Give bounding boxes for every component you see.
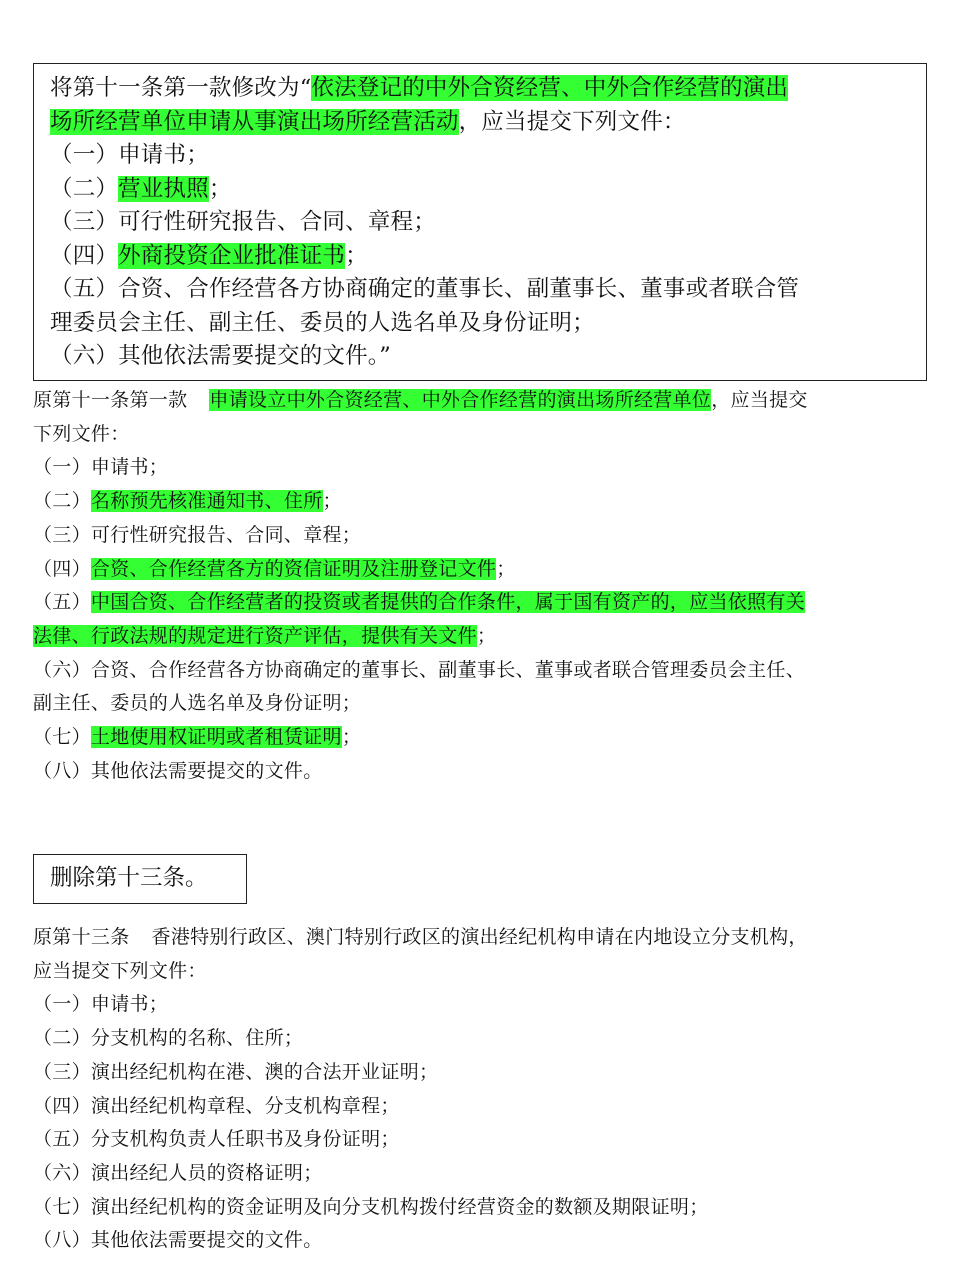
original-article-11 (33, 384, 933, 788)
orig11-item2-highlight: 名称预先核准通知书、住所 (90, 490, 323, 513)
orig11-item3: （三）可行性研究报告、合同、章程； (33, 523, 362, 546)
amend1-item4-suffix: ； (345, 242, 368, 269)
amend1-line2-highlight: 场所经营单位申请从事演出场所经营活动 (50, 108, 459, 135)
orig13-line1-body: 香港特别行政区、澳门特别行政区的演出经纪机构申请在内地设立分支机构， (151, 926, 808, 948)
amend1-item1: （一）申请书； (50, 142, 209, 168)
orig11-item4-highlight: 合资、合作经营各方的资信证明及注册登记文件 (90, 557, 497, 580)
amend1-line2-text: ，应当提交下列文件： (458, 108, 686, 135)
orig13-line2: 应当提交下列文件： (33, 959, 207, 982)
orig13-item8: （八）其他依法需要提交的文件。 (33, 1229, 323, 1252)
orig11-item5a (33, 586, 933, 620)
orig11-line1 (33, 384, 933, 418)
orig11-line1-head: 原第十一条第一款 (33, 389, 188, 411)
amend1-line1-highlight: 依法登记的中外合资经营、中外合作经营的演出 (311, 75, 789, 101)
amend1-item4-highlight: 外商投资企业批准证书 (118, 242, 346, 269)
amend1-item2-prefix: （二） (50, 175, 119, 202)
orig11-item5-highlight-b: 法律、行政法规的规定进行资产评估，提供有关文件 (33, 624, 477, 647)
orig11-item4 (33, 553, 933, 587)
amend1-line1-text: 将第十一条第一款修改为“ (50, 75, 312, 101)
orig11-item5-prefix: （五） (33, 591, 91, 614)
orig11-item2-prefix: （二） (33, 490, 91, 513)
orig11-item7-prefix: （七） (33, 726, 91, 749)
orig13-item3: （三）演出经纪机构在港、澳的合法开业证明； (33, 1060, 439, 1083)
orig13-item5: （五）分支机构负责人任职书及身份证明； (33, 1128, 400, 1151)
amend1-item6: （六）其他依法需要提交的文件。” (50, 343, 391, 369)
amend1-item2-highlight: 营业执照 (118, 175, 209, 202)
orig11-item8: （八）其他依法需要提交的文件。 (33, 759, 323, 782)
orig13-item1: （一）申请书； (33, 993, 169, 1016)
orig13-item2: （二）分支机构的名称、住所； (33, 1027, 304, 1050)
amend1-line1 (50, 72, 912, 106)
amend1-item5a: （五）合资、合作经营各方协商确定的董事长、副董事长、董事或者联合管 (50, 276, 800, 302)
amend1-item3: （三）可行性研究报告、合同、章程； (50, 209, 436, 235)
orig11-item5-highlight-a: 中国合资、合作经营者的投资或者提供的合作条件，属于国有资产的，应当依照有关 (90, 591, 806, 614)
orig11-item4-suffix: ； (496, 557, 516, 580)
amend1-line2 (50, 106, 912, 140)
orig13-line1-head: 原第十三条 (33, 926, 130, 948)
original-article-13 (33, 921, 933, 1258)
amend1-item4 (50, 240, 912, 274)
orig11-item7 (33, 721, 933, 755)
amend1-item2 (50, 173, 912, 207)
orig13-item4: （四）演出经纪机构章程、分支机构章程； (33, 1094, 400, 1117)
orig11-item6a: （六）合资、合作经营各方协商确定的董事长、副董事长、董事或者联合管理委员会主任、 (33, 658, 806, 681)
amendment-box-article-11 (33, 63, 927, 381)
orig13-item7: （七）演出经纪机构的资金证明及向分支机构拨付经营资金的数额及期限证明； (33, 1195, 709, 1218)
orig11-item5b (33, 620, 933, 654)
orig11-line1-highlight: 申请设立中外合资经营、中外合作经营的演出场所经营单位 (209, 389, 712, 411)
orig11-item4-prefix: （四） (33, 557, 91, 580)
amend1-item2-suffix: ； (208, 175, 232, 202)
amend1-item4-prefix: （四） (50, 242, 119, 269)
orig11-item7-highlight: 土地使用权证明或者租赁证明 (90, 726, 342, 749)
orig11-line2: 下列文件： (33, 422, 130, 445)
orig11-line1-tail: ，应当提交 (711, 389, 808, 411)
amend1-item5b: 理委员会主任、副主任、委员的人选名单及身份证明； (50, 309, 595, 336)
orig11-item2-suffix: ； (322, 490, 342, 513)
orig13-line1 (33, 921, 933, 955)
orig11-item5-suffix: ； (476, 624, 497, 647)
orig11-item1: （一）申请书； (33, 456, 169, 479)
orig11-item6b: 副主任、委员的人选名单及身份证明； (33, 692, 362, 715)
orig11-item7-suffix: ； (341, 726, 362, 749)
orig11-item2 (33, 485, 933, 519)
orig13-item6: （六）演出经纪人员的资格证明； (33, 1161, 323, 1184)
amendment-box-article-13: 删除第十三条。 (33, 854, 247, 904)
